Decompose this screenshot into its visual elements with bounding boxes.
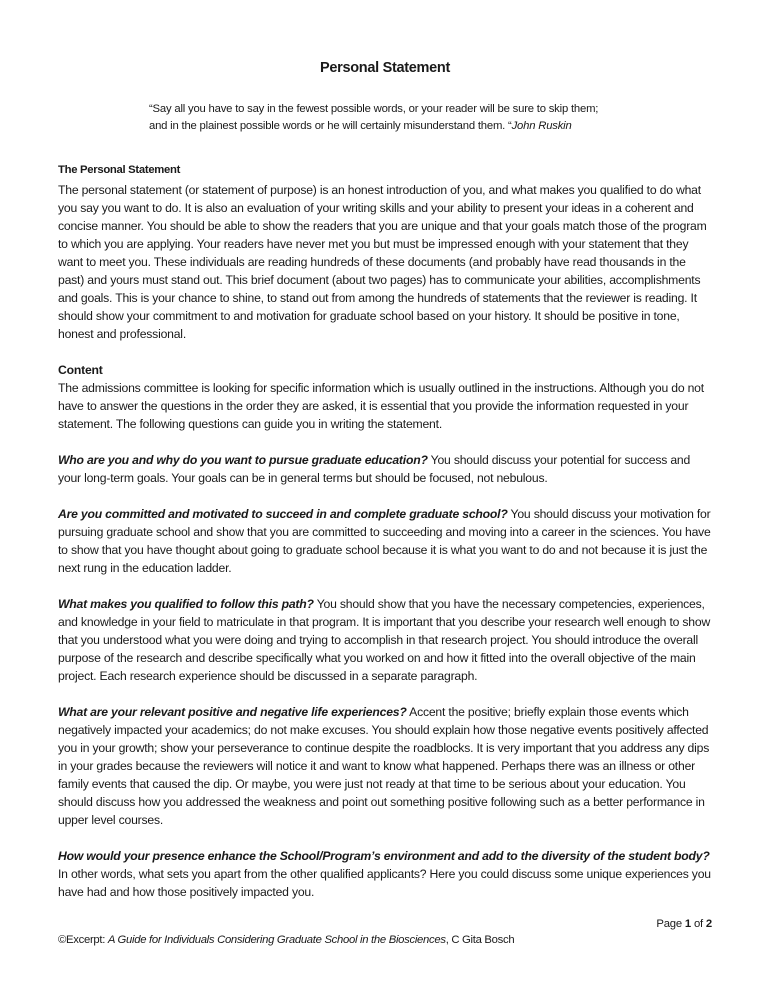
- document-body: [58, 181, 712, 919]
- question-body: You should show that you have the necessary competencies, experiences, and knowledge in your field to matriculate in that program. It is important that you describe your research well enough to show that you understood what you were doing and trying to accomplish in that research project. You should introduce the overall purpose of the research and describe specifically what you worked on and how it fitted into the overall objective of the main project. Each research experience should be discussed in a separate paragraph.: [58, 597, 711, 683]
- content-intro-paragraph: The admissions committee is looking for specific information which is usually outlined in the instructions. Although you do not have to answer the questions in the order they are asked, it is essential that you provide the information requested in your statement. The following questions can guide you in writing the statement.: [58, 381, 704, 431]
- quote-text: “Say all you have to say in the fewest possible words, or your reader will be sure to skip them; and in the plainest possible words or he will certainly misunderstand them. “: [149, 103, 599, 132]
- page-of: of: [691, 918, 706, 930]
- question-lead: How would your presence enhance the School/Program’s environment and add to the diversity of the student body?: [58, 849, 710, 863]
- question-body: Accent the positive; briefly explain those events which negatively impacted your academics; do not make excuses. You should explain how those negative events positively affected you in your growth; show your perseverance to continue despite the roadblocks. It is very important that you address any dips in your grades because the reviewers will notice it and want to know what happened. Perhaps there was an illness or other family events that caused the dip. Or maybe, you were just not ready at that time to be serious about your education. You should discuss how you addressed the weakness and point out something positive following such as a better performance in upper level courses.: [58, 705, 710, 827]
- page-number: [656, 918, 712, 930]
- footer-citation: [58, 934, 514, 946]
- question-body: You should discuss your potential for success and your long-term goals. Your goals can be in general terms but should be focused, not nebulous.: [58, 453, 691, 485]
- question-lead: Who are you and why do you want to pursue graduate education?: [58, 453, 428, 467]
- question-paragraph: [58, 505, 712, 577]
- question-body: In other words, what sets you apart from the other qualified applicants? Here you could discuss some unique experiences you have had and how those positively impacted you.: [58, 867, 711, 899]
- quote-author: John Ruskin: [511, 120, 572, 132]
- footer-book-title: A Guide for Individuals Considering Graduate School in the Biosciences: [107, 934, 446, 946]
- question-lead: What are your relevant positive and negative life experiences?: [58, 705, 407, 719]
- question-lead: Are you committed and motivated to succeed in and complete graduate school?: [58, 507, 508, 521]
- section-heading-personal-statement: The Personal Statement: [58, 164, 181, 176]
- current-page: 1: [684, 918, 691, 930]
- question-lead: What makes you qualified to follow this path?: [58, 597, 314, 611]
- question-paragraph: [58, 451, 712, 487]
- question-paragraph: [58, 847, 712, 901]
- total-pages: 2: [705, 918, 712, 930]
- page-title: Personal Statement: [320, 60, 450, 76]
- personal-statement-paragraph: The personal statement (or statement of purpose) is an honest introduction of you, and what makes you qualified to do what you say you want to do. It is also an evaluation of your writing skills and your ability to present your ideas in a coherent and concise manner. You should be able to show the readers that you are unique and that your goals match those of the program to which you are applying. Your readers have never met you but must be impressed enough with your statement that they want to meet you. These individuals are reading hundreds of these documents (and probably have read thousands in the past) and yours must stand out. This brief document (about two pages) has to communicate your abilities, accomplishments and goals. This is your chance to shine, to stand out from among the hundreds of statements that the reviewer is reading. It should show your commitment to and motivation for graduate school based on your history. It should be positive in tone, honest and professional.: [58, 183, 707, 341]
- question-paragraph: [58, 703, 712, 829]
- page-label: Page: [656, 918, 685, 930]
- footer-author: , C Gita Bosch: [445, 934, 515, 946]
- epigraph-quote: [149, 101, 619, 135]
- footer-prefix: ©Excerpt:: [58, 934, 108, 946]
- question-body: You should discuss your motivation for pursuing graduate school and show that you are committed to succeeding and moving into a career in the sciences. You have to show that you have thought about going to graduate school because it is what you want to do and not because it is just the next rung in the education ladder.: [58, 507, 711, 575]
- section-heading-content: Content: [58, 363, 103, 377]
- question-paragraph: [58, 595, 712, 685]
